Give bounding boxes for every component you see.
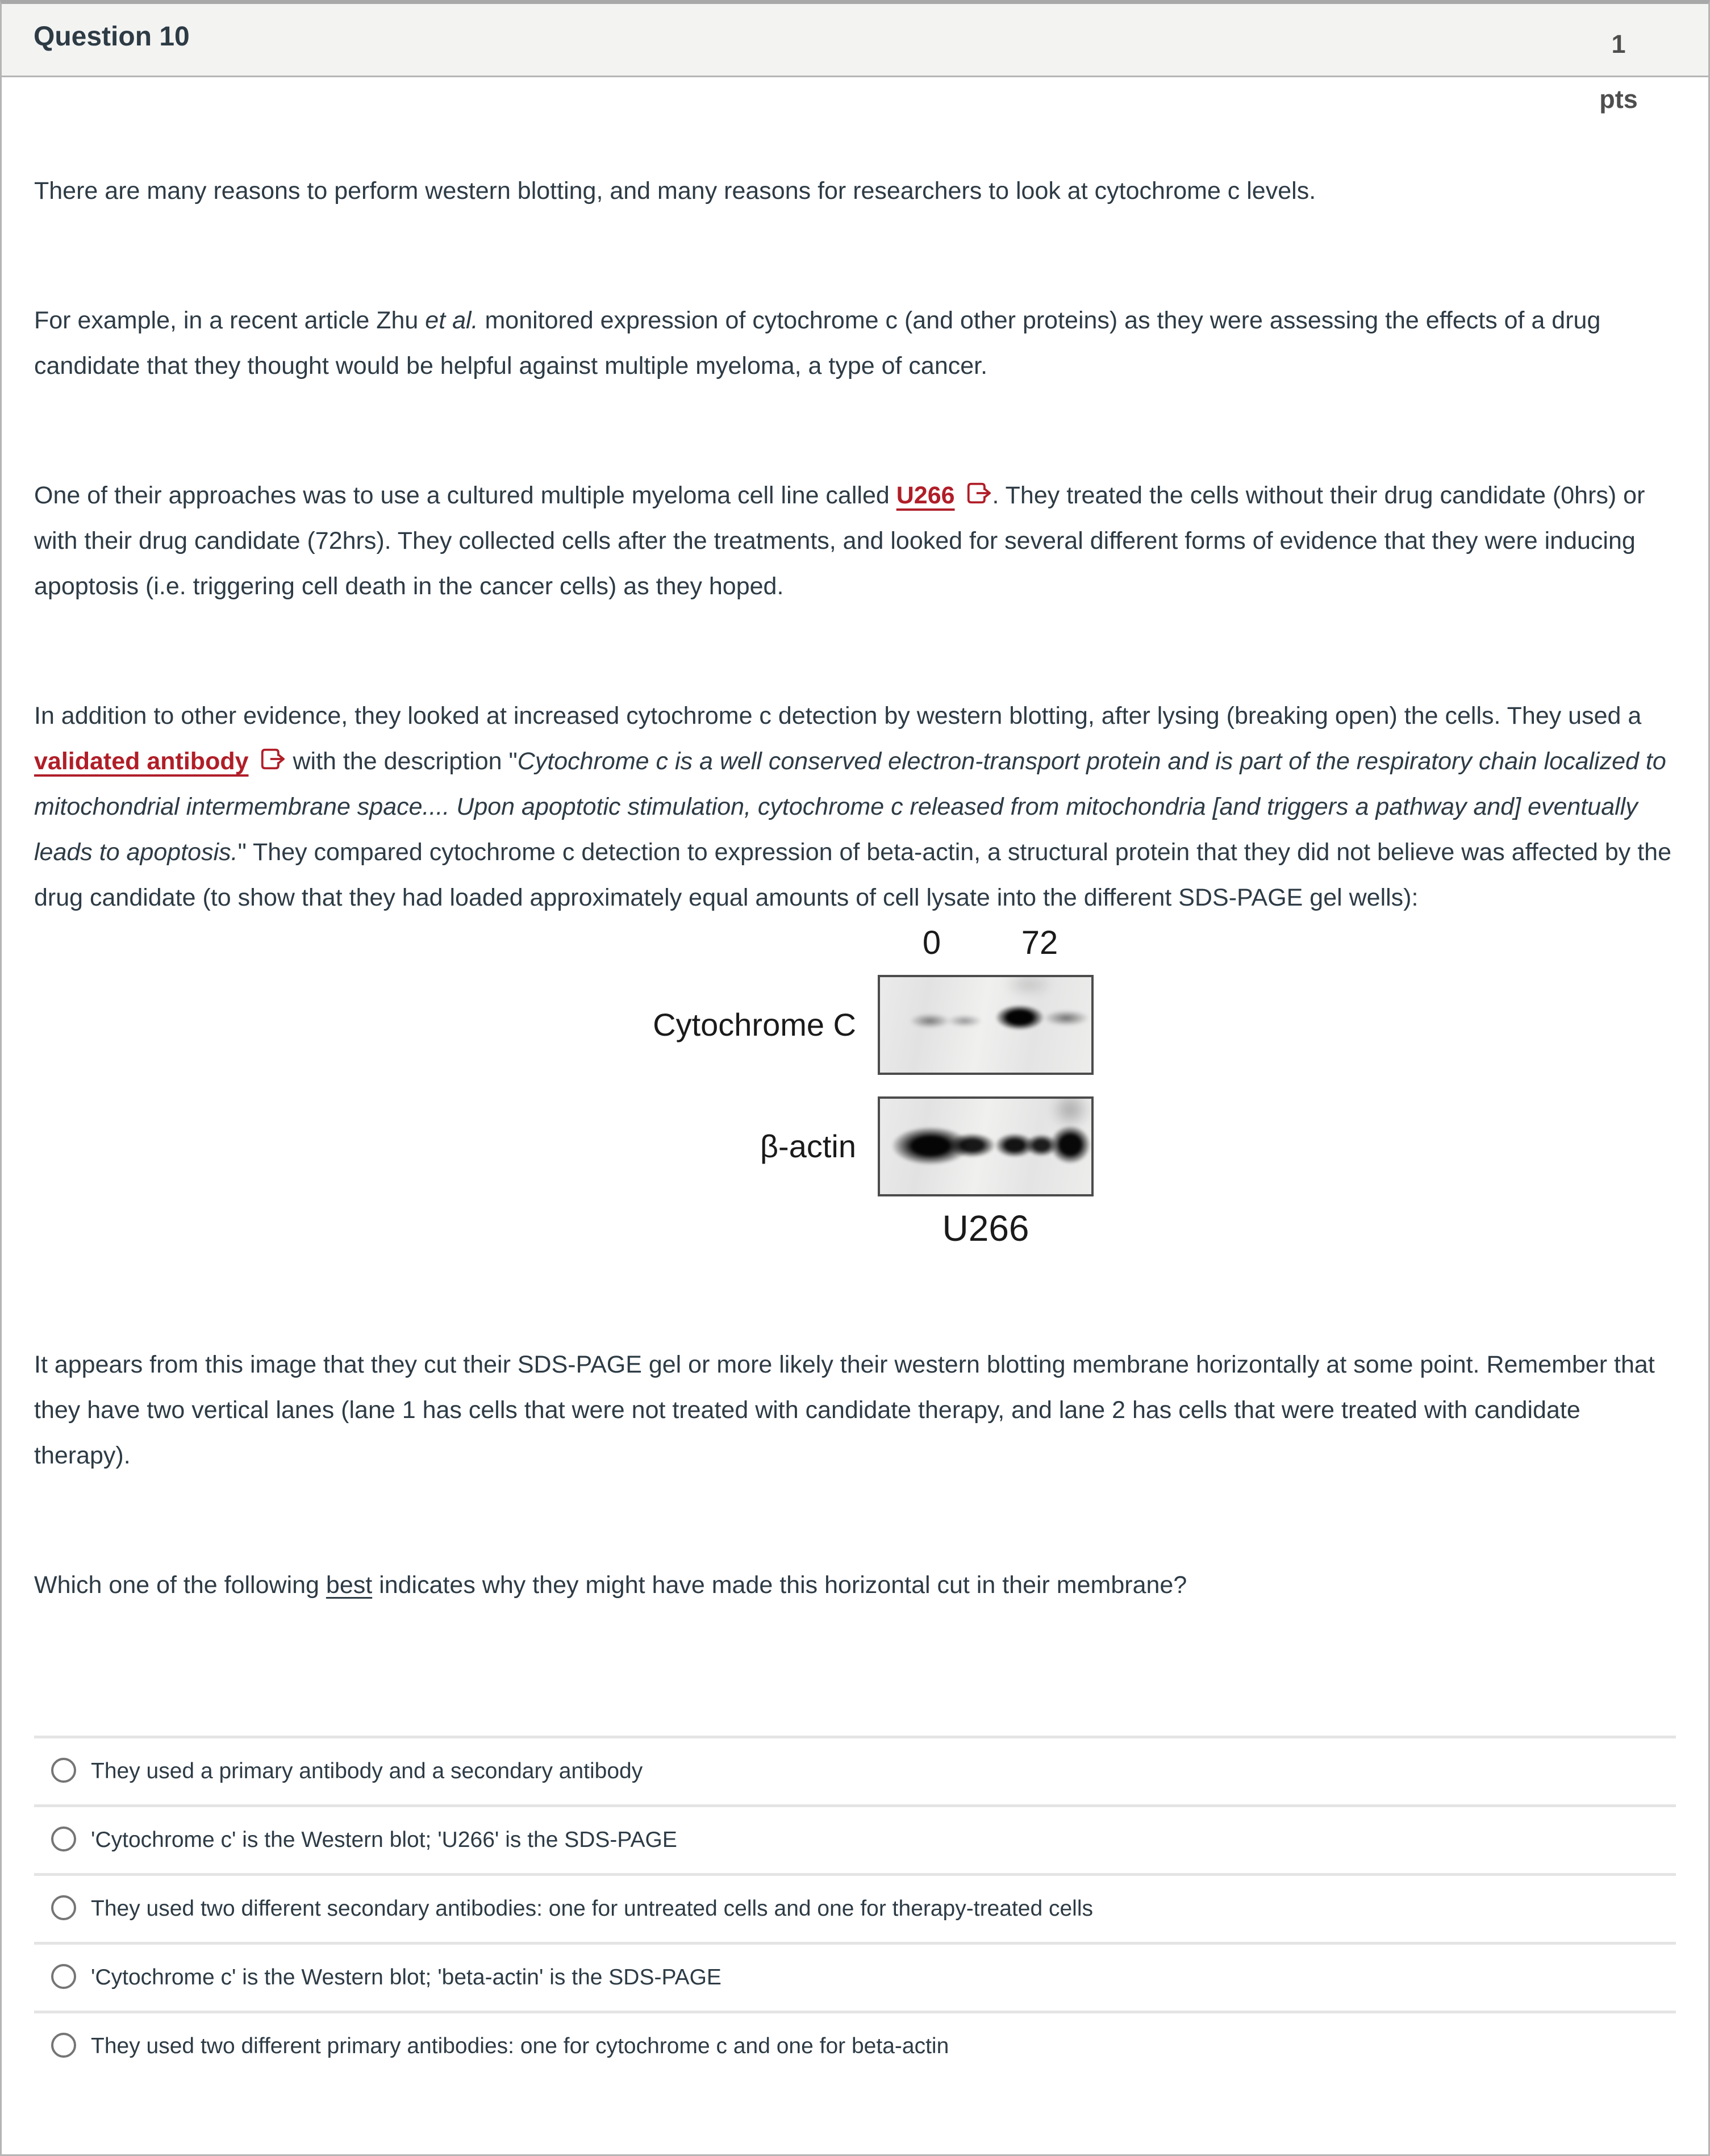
cytochrome-c-row [616,975,1094,1075]
lane-label-row [616,920,1094,966]
question-body [2,77,1708,2079]
beta-actin-row [616,1096,1094,1196]
answer-option-3[interactable] [34,1873,1676,1942]
radio-button[interactable] [51,1758,76,1783]
paragraph-text: . They treated the cells without their drug candidate (0hrs) or with their drug candidate (72hrs). They collected cells after the treatments, and looked for several different forms of evidence that they were inducing apoptosis (i.e. triggering cell death in the cancer cells) as they hoped. [34,482,1645,600]
blot-band [1044,1010,1089,1026]
question-header [2,4,1708,114]
paragraph-text: It appears from this image that they cut their SDS-PAGE gel or more likely their western blotting membrane horizontally at some point. Remember that they have two vertical lanes (lane 1 has cells that were not treated with candidate therapy, and lane 2 has cells that were treated with candidate therapy). [34,1351,1655,1469]
blot-band [1004,975,1053,996]
blot-band [910,1014,950,1028]
blot-band [1048,1124,1092,1166]
paragraph-antibody [34,693,1676,920]
paragraph-text: indicates why they might have made this horizontal cut in their membrane? [372,1571,1187,1599]
answer-options-list [34,1736,1676,2079]
western-blot-image [616,920,1094,1251]
points-unit: pts [1599,85,1638,114]
blot-band [947,1015,982,1027]
beta-actin-label: β-actin [760,1128,856,1164]
answer-option-label: They used two different secondary antibodies: one for untreated cells and one for therapy-treated cells [91,1896,1094,1921]
question-title: Question 10 [34,22,190,52]
answer-option-label: They used two different primary antibodies: one for cytochrome c and one for beta-actin [91,2034,949,2058]
answer-option-label: 'Cytochrome c' is the Western blot; 'U266' is the SDS-PAGE [91,1828,677,1852]
answer-option-1[interactable] [34,1736,1676,1804]
paragraph-text: with the description " [286,748,518,775]
paragraph-text: Which one of the following [34,1571,326,1599]
beta-actin-blot-panel [878,1096,1094,1196]
paragraph-text: There are many reasons to perform western blotting, and many reasons for researchers to look at cytochrome c levels. [34,177,1316,205]
u266-link[interactable]: U266 [896,482,955,509]
question-prompt [34,1562,1676,1608]
radio-button[interactable] [51,1895,76,1920]
points-value: 1 [1611,30,1626,59]
external-link-icon [257,744,286,774]
cytochrome-c-blot-panel [878,975,1094,1075]
answer-option-label: 'Cytochrome c' is the Western blot; 'beta-actin' is the SDS-PAGE [91,1965,721,1990]
cell-line-label: U266 [942,1208,1029,1249]
answer-option-2[interactable] [34,1804,1676,1873]
cell-line-row [616,1196,1094,1251]
answer-option-5[interactable] [34,2011,1676,2079]
paragraph-approach [34,473,1676,609]
paragraph-text: In addition to other evidence, they looked at increased cytochrome c detection by western blotting, after lysing (breaking open) the cells. They used a [34,702,1642,729]
blot-band [946,1132,998,1159]
radio-button[interactable] [51,1826,76,1851]
external-link-icon [963,478,992,508]
paragraph-text: For example, in a recent article Zhu [34,307,426,334]
lane-label-0hrs: 0 [922,924,941,961]
validated-antibody-link[interactable]: validated antibody [34,748,249,775]
paragraph-intro [34,168,1676,214]
paragraph-cut-explanation [34,1342,1676,1478]
answer-option-label: They used a primary antibody and a secondary antibody [91,1759,643,1783]
paragraph-text: One of their approaches was to use a cultured multiple myeloma cell line called [34,482,896,509]
question-points [1584,16,1653,127]
lane-label-72hrs: 72 [1021,924,1058,961]
italic-text: et al. [425,307,478,334]
radio-button[interactable] [51,2033,76,2058]
radio-button[interactable] [51,1964,76,1989]
paragraph-text: monitored expression of cytochrome c (and other proteins) as they were assessing the effects of a drug candidate that they thought would be helpful against multiple myeloma, a type of cancer. [34,307,1601,380]
blot-band [992,1003,1047,1032]
paragraph-text: " They compared cytochrome c detection to expression of beta-actin, a structural protein that they did not believe was affected by the drug candidate (to show that they had loaded approximately equal amounts of cell lysate into the different SDS-PAGE gel wells): [34,839,1671,911]
answer-option-4[interactable] [34,1942,1676,2011]
antibody-description-quote: Cytochrome c is a well conserved electron-transport protein and is part of the respiratory chain localized to mitochondrial intermembrane space.... Upon apoptotic stimulation, cytochrome c released from mitochondria [and triggers a pathway and] eventually leads to apoptosis. [34,748,1666,866]
cytochrome-c-label: Cytochrome C [653,1007,856,1042]
emphasized-text: best [326,1571,373,1599]
paragraph-article [34,298,1676,389]
